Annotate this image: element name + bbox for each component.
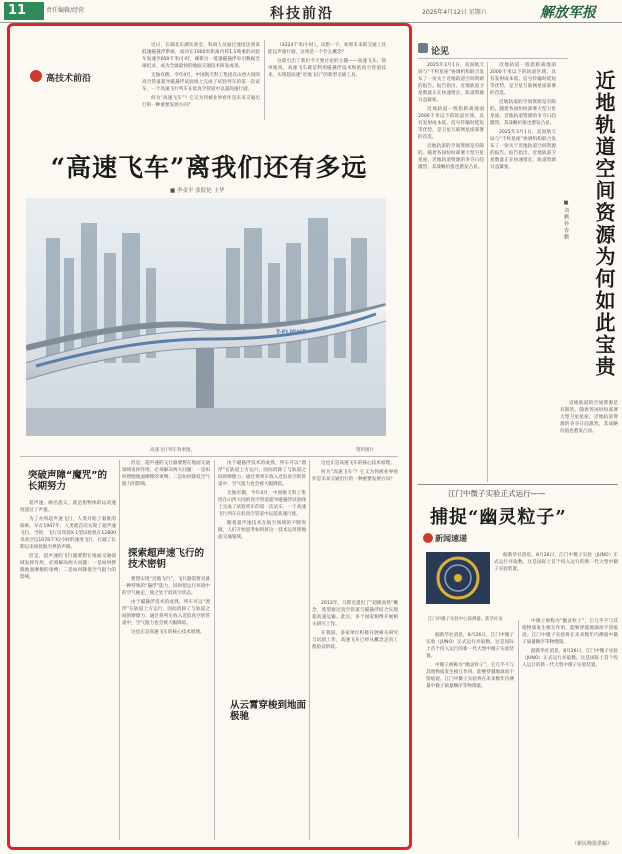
comment-column-1 — [418, 62, 484, 482]
section-heading: 突破声障“魔咒”的长期努力 — [28, 470, 107, 492]
intro-column-2 — [268, 42, 386, 122]
body-column-2 — [122, 576, 210, 840]
comment-title: 近地轨道空间资源为何如此宝贵 — [592, 70, 616, 378]
feature-photo — [26, 198, 386, 436]
section-divider — [20, 456, 398, 457]
body-column-4 — [312, 600, 398, 840]
column-divider — [487, 62, 488, 482]
comment-divider — [418, 58, 568, 59]
news-paragraph: 中微子被称为“幽灵粒子”，它几乎不与其他物质发生相互作用，能够穿越地球而不留痕迹。江门中微子实验将在未来数年内测量中微子质量顺序等物理量。 — [426, 663, 514, 689]
body-paragraph: 这也正是高速飞车的核心技术原理。 — [321, 461, 395, 466]
detector-core — [454, 574, 462, 582]
intro-paragraph: 近日，在湖北东湖实验室，科研人员通过速度达到某低速磁悬浮系统，成功在1000米距离内将1.1吨重的试验车加速至650千米/小时，刷新这一低速磁悬浮牵引数据全球纪录，成为全球最快的地面交通技术研发成果。 — [142, 43, 260, 69]
train-label: T-FLIGHT — [276, 329, 306, 336]
comment-column-3 — [560, 400, 618, 480]
news-divider — [418, 484, 618, 485]
body-column-1 — [20, 500, 116, 840]
intro-paragraph: 何为“高速飞车”？它又为何被业界看作是未来交通出行的一种重要发展方向？ — [142, 96, 260, 108]
comment-paragraph: 2025年3月1日，美国航天局与“千枚星座”协调机构联合发布了一份关于近地轨道空间资源的报告。报告指出，近地轨道卫星数量正在快速增长，轨道资源日益紧张。 — [418, 63, 484, 103]
body-paragraph: 2013年，马斯克提出了“超级高铁”概念，希望通过真空管道与磁悬浮结合实现超高速运输。此后，多个国家相继开展相关研究工作。 — [312, 601, 398, 627]
body-paragraph: 但是，超声速的飞行器要想在地面交通领域发挥作用，必须解决两大问题：一是如何摆脱地面摩擦的束缚；二是如何降低空气阻力的影响。 — [122, 461, 210, 487]
body-paragraph: 这也正是高速飞车的核心技术原理。 — [131, 630, 205, 635]
news-signoff: （新民晚报供稿） — [572, 841, 613, 847]
column-divider — [264, 40, 265, 120]
photo-caption: 高速飞行列车效果图。 — [150, 448, 195, 453]
body-paragraph: 但是，超声速的飞行器要想在地面交通领域发挥作用，必须解决两大问题：一是如何摆脱地面摩擦的束缚；二是如何降低空气阻力的影响。 — [20, 554, 116, 580]
news-photo-caption: 江门中微子实验中心探测器。新华社发 — [428, 617, 503, 622]
comment-column-2 — [490, 62, 556, 482]
body-paragraph: 超声速，顾名思义，就是指物体的运动速度超过了声速。 — [20, 501, 116, 513]
body-column-2-top — [122, 460, 210, 540]
section-heading: 从云霄穿梭到地面极驰 — [230, 700, 307, 722]
news-column-top — [494, 552, 618, 612]
intro-column-1 — [142, 42, 260, 122]
comment-paragraph: 近地轨道的空间资源是有限的。随着各国纷纷部署大型卫星星座，近地轨道资源的争夺日趋激烈，其战略价值也愈发凸显。 — [418, 144, 484, 170]
comment-paragraph: 近地轨道的空间资源是有限的。随着各国纷纷部署大型卫星星座，近地轨道资源的争夺日趋激烈，其战略价值也愈发凸显。 — [490, 100, 556, 126]
comment-paragraph: 近地轨道一般指距离地面2000千米以下的轨道区域，具有发射成本低、信号传输时延短等优势，是卫星互联网星座部署的首选。 — [418, 107, 484, 140]
body-paragraph: 要想实现“近地飞行”，飞行器需要具备一种特殊的“悬浮”能力，同时把运行环境中的空气抽走，使之处于低真空状态。 — [122, 577, 210, 596]
feature-byline: ■ 李金平 张院伦 王华 — [170, 188, 225, 194]
news-column-2 — [522, 618, 618, 836]
column-divider — [518, 620, 519, 838]
column-divider — [214, 460, 215, 840]
photo-credit: 资料图片 — [356, 448, 374, 453]
section-title: 科技前沿 — [270, 6, 334, 22]
comment-label: 论见 — [431, 47, 450, 57]
comment-paragraph: 近地轨道一般指距离地面2000千米以下的轨道区域，具有发射成本低、信号传输时延短等优势，是卫星互联网星座部署的首选。 — [490, 63, 556, 96]
body-paragraph: 由于磁悬浮技术的成熟，列车可以“漂浮”在轨道上方运行，因而消除了与轨道之间的摩擦力。通过将列车放入近似真空的管道中，空气阻力也会被大幅降低。 — [218, 461, 306, 487]
news-kicker: 江门中微子实验正式运行—— — [448, 489, 546, 498]
issue-date: 2025年4月12日 星期六 — [422, 9, 487, 16]
intro-paragraph: 无独有偶，今年4月，中国航天科工集团在山西大同的高空管道超导磁悬浮试验线上完成了试验列车的第一次试车，一个高速飞行列车在低真空管道中以超高速行驶。 — [142, 73, 260, 92]
comment-paragraph: 2025年3月1日，美国航天局与“千枚星座”协调机构联合发布了一份关于近地轨道空间资源的报告。报告指出，近地轨道卫星数量正在快速增长，轨道资源日益紧张。 — [490, 130, 556, 170]
body-paragraph: 为了办到超声速飞行，人类开始了艰难的探索。早在1947年，人类就首次实现了超声速飞行。当时，飞行员驾驶X-1型试验机在12800米高空以1078千米/小时的速度飞行，打破了长期以来困扰航空界的声障。 — [20, 517, 116, 550]
masthead-logo: 解放军报 — [540, 5, 596, 21]
comment-icon — [418, 43, 428, 53]
brand-icon — [30, 70, 42, 82]
column-divider — [119, 460, 120, 840]
body-paragraph: 何为“高速飞车”？它又为何被业界看作是未来交通出行的一种重要发展方向？ — [312, 470, 398, 482]
body-paragraph: 无独有偶，今年4月，中国航天科工集团在山西大同的高空管道超导磁悬浮试验线上完成了试验列车的第一次试车，一个高速飞行列车在低真空管道中以超高速行驶。 — [218, 491, 306, 517]
body-column-4-top — [312, 460, 398, 560]
comment-author: ■ 刘 鹏 孙 春 鹏 — [563, 200, 569, 239]
news-label: 新闻速递 — [435, 534, 467, 543]
ground — [26, 408, 386, 436]
intro-paragraph: 这就引出了我们今天要讨论的主题——高速飞车。简单地说，高速飞车就是利用磁悬浮技术和低真空管道技术，实现超高速“近地飞行”的新型交通工具。 — [268, 59, 386, 78]
section-heading: 探索超声速飞行的技术密钥 — [128, 548, 205, 570]
intro-paragraph: （3224千米/小时）。试想一下，如果未来的交通工具能以声速行驶，这将是一个什么概念？ — [268, 43, 386, 55]
comment-paragraph: 近地轨道的空间资源是有限的。随着各国纷纷部署大型卫星星座，近地轨道资源的争夺日趋激烈，其战略价值也愈发凸显。 — [560, 401, 618, 434]
page-label: 责任编辑/经营 — [46, 7, 85, 14]
news-paragraph: 据新华社消息，8月26日，江门中微子实验（JUNO）正式运行并取数。这是国际上首个投入运行的新一代大型中微子实验装置。 — [426, 633, 514, 659]
news-paragraph: 据新华社消息，8月26日，江门中微子实验（JUNO）正式运行并取数。这是国际上首个投入运行的新一代大型中微子实验装置。 — [494, 553, 618, 572]
body-column-3 — [218, 460, 306, 840]
news-title: 捕捉“幽灵粒子” — [430, 507, 567, 528]
page-number: 11 — [4, 2, 44, 20]
body-paragraph: 随着超声速技术在航空领域的不断突破，人们开始思考如何将这一技术运用到地面交通领域。 — [218, 521, 306, 540]
news-icon — [423, 533, 433, 543]
column-divider — [309, 460, 310, 840]
body-paragraph: 由于磁悬浮技术的成熟，列车可以“漂浮”在轨道上方运行，因而消除了与轨道之间的摩擦力。通过将列车放入近似真空的管道中，空气阻力也会被大幅降低。 — [122, 600, 210, 626]
news-paragraph: 中微子被称为“幽灵粒子”，它几乎不与其他物质发生相互作用，能够穿越地球而不留痕迹。江门中微子实验将在未来数年内测量中微子质量顺序等物理量。 — [522, 619, 618, 645]
feature-headline: “高速飞车”离我们还有多远 — [50, 153, 368, 182]
news-column-1 — [426, 632, 514, 837]
news-paragraph: 据新华社消息，8月26日，江门中微子实验（JUNO）正式运行并取数。这是国际上首个投入运行的新一代大型中微子实验装置。 — [522, 649, 618, 668]
body-paragraph: 在我国，多家单位积极开展相关研究与试验工作，高速飞车已经从概念走向工程验证阶段。 — [312, 631, 398, 650]
detector-photo — [426, 552, 490, 604]
feature-brand: 高技术前沿 — [46, 74, 92, 84]
